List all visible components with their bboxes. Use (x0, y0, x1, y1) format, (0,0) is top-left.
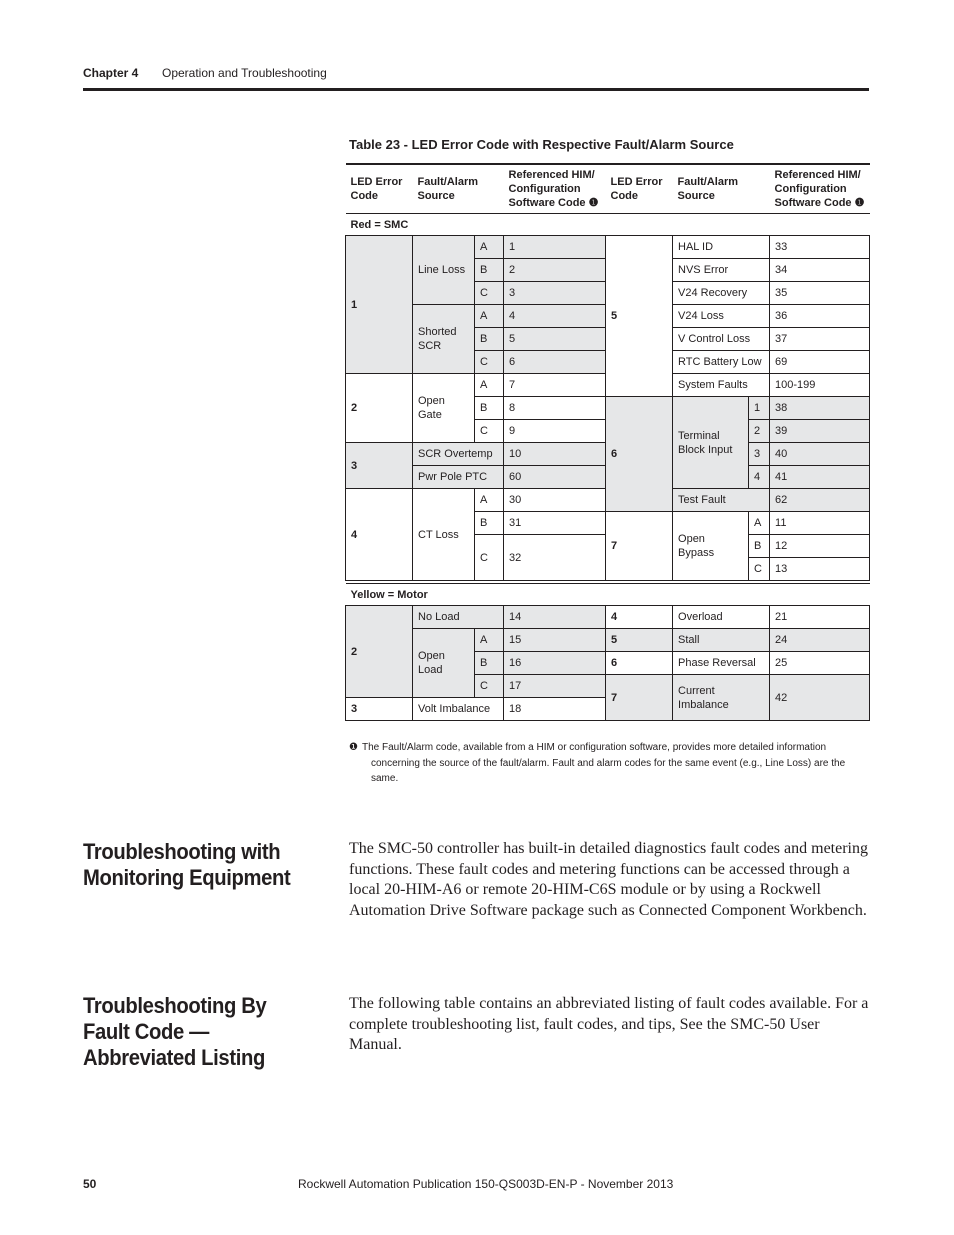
page-header (83, 66, 327, 80)
code-cell: 62 (770, 489, 870, 512)
section-heading-monitoring: Troubleshooting with Monitoring Equipment (83, 839, 291, 890)
footnote-line: same. (371, 773, 399, 784)
phase-cell: B (749, 535, 770, 558)
publication-info: Rockwell Automation Publication 150-QS003D-EN-P - November 2013 (298, 1177, 674, 1191)
chapter-section-title: Operation and Troubleshooting (162, 66, 327, 80)
phase-cell: C (475, 535, 504, 581)
code-cell: 10 (504, 443, 606, 466)
fault-source-cell: Terminal Block Input (673, 397, 749, 489)
phase-cell: A (475, 629, 504, 652)
code-cell: 39 (770, 420, 870, 443)
code-cell: 34 (770, 259, 870, 282)
fault-source-cell: V24 Loss (673, 305, 770, 328)
fault-source-cell: No Load (413, 606, 504, 629)
section-heading-fault-code: Troubleshooting By Fault Code — Abbreviated Listing (83, 993, 267, 1070)
fault-source-cell: Overload (673, 606, 770, 629)
code-cell: 33 (770, 236, 870, 259)
code-cell: 100-199 (770, 374, 870, 397)
led-code-cell: 7 (606, 675, 673, 721)
phase-cell: B (475, 652, 504, 675)
code-cell: 5 (504, 328, 606, 351)
phase-cell: A (475, 374, 504, 397)
led-code-cell: 4 (346, 489, 413, 581)
phase-cell: B (475, 328, 504, 351)
code-cell: 37 (770, 328, 870, 351)
table-row (346, 629, 870, 652)
header-led-error-code: LED Error Code (346, 164, 413, 214)
code-cell: 69 (770, 351, 870, 374)
code-cell: 17 (504, 675, 606, 698)
code-cell: 7 (504, 374, 606, 397)
code-cell: 40 (770, 443, 870, 466)
led-code-cell: 7 (606, 512, 673, 581)
header-referenced-code: Referenced HIM/ Configuration Software Code ❶ (504, 164, 606, 214)
header-led-error-code: LED Error Code (606, 164, 673, 214)
input-number-cell: 4 (749, 466, 770, 489)
fault-source-cell: System Faults (673, 374, 770, 397)
code-cell: 21 (770, 606, 870, 629)
led-code-cell: 2 (346, 606, 413, 698)
led-code-cell: 1 (346, 236, 413, 374)
code-cell: 32 (504, 535, 606, 581)
led-code-cell: 5 (606, 629, 673, 652)
code-cell: 9 (504, 420, 606, 443)
input-number-cell: 1 (749, 397, 770, 420)
header-fault-alarm-source: Fault/Alarm Source (413, 164, 504, 214)
fault-source-cell: SCR Overtemp (413, 443, 504, 466)
code-cell: 12 (770, 535, 870, 558)
fault-source-cell: Open Load (413, 629, 475, 698)
table-header-row (346, 164, 870, 214)
section-body-fault-code: The following table contains an abbreviated listing of fault codes available. For a complete troubleshooting list, fault codes, and tips, See the SMC-50 User Manual. (349, 995, 869, 1053)
section-label: Red = SMC (346, 214, 870, 236)
footnote-marker: ❶ (349, 742, 358, 753)
fault-source-cell: Shorted SCR (413, 305, 475, 374)
section-row-red (346, 214, 870, 236)
fault-source-cell: V Control Loss (673, 328, 770, 351)
code-cell: 1 (504, 236, 606, 259)
led-code-cell: 6 (606, 652, 673, 675)
section-body-monitoring: The SMC-50 controller has built-in detailed diagnostics fault codes and metering functions. These fault codes and metering functions can be accessed through a local 20-HIM-A6 or remote 20-HIM-C6S module or by using a Rockwell Automation Drive Software package such as Connected Component Workbench. (349, 840, 868, 919)
section-label: Yellow = Motor (346, 584, 870, 606)
input-number-cell: 3 (749, 443, 770, 466)
code-cell: 8 (504, 397, 606, 420)
led-error-code-table (345, 163, 870, 721)
code-cell: 24 (770, 629, 870, 652)
code-cell: 42 (770, 675, 870, 721)
code-cell: 16 (504, 652, 606, 675)
header-rule (83, 88, 869, 91)
fault-source-cell: V24 Recovery (673, 282, 770, 305)
chapter-label: Chapter 4 (83, 66, 139, 80)
phase-cell: C (475, 282, 504, 305)
table-row (346, 606, 870, 629)
phase-cell: C (475, 675, 504, 698)
led-code-cell: 6 (606, 397, 673, 512)
phase-cell: C (749, 558, 770, 581)
fault-source-cell: Open Gate (413, 374, 475, 443)
fault-source-cell: RTC Battery Low (673, 351, 770, 374)
footnote-line: concerning the source of the fault/alarm. Fault and alarm codes for the same event (e.g., Line Loss) are the (371, 757, 846, 769)
led-code-cell: 2 (346, 374, 413, 443)
code-cell: 30 (504, 489, 606, 512)
fault-source-cell: Phase Reversal (673, 652, 770, 675)
table-footnote (349, 740, 864, 787)
code-cell: 11 (770, 512, 870, 535)
fault-source-cell: CT Loss (413, 489, 475, 581)
fault-source-cell: Current Imbalance (673, 675, 770, 721)
fault-source-cell: HAL ID (673, 236, 770, 259)
code-cell: 31 (504, 512, 606, 535)
table-row (346, 236, 870, 259)
led-code-cell: 3 (346, 698, 413, 721)
led-code-cell: 5 (606, 236, 673, 397)
phase-cell: A (749, 512, 770, 535)
code-cell: 35 (770, 282, 870, 305)
fault-source-cell: Test Fault (673, 489, 770, 512)
header-referenced-code: Referenced HIM/ Configuration Software Code ❶ (770, 164, 870, 214)
fault-source-cell: Open Bypass (673, 512, 749, 581)
phase-cell: A (475, 489, 504, 512)
code-cell: 6 (504, 351, 606, 374)
phase-cell: C (475, 351, 504, 374)
led-code-cell: 4 (606, 606, 673, 629)
led-code-cell: 3 (346, 443, 413, 489)
code-cell: 4 (504, 305, 606, 328)
fault-source-cell: Stall (673, 629, 770, 652)
phase-cell: C (475, 420, 504, 443)
code-cell: 3 (504, 282, 606, 305)
code-cell: 25 (770, 652, 870, 675)
code-cell: 14 (504, 606, 606, 629)
code-cell: 2 (504, 259, 606, 282)
code-cell: 36 (770, 305, 870, 328)
phase-cell: B (475, 259, 504, 282)
phase-cell: A (475, 305, 504, 328)
table-caption: Table 23 - LED Error Code with Respective Fault/Alarm Source (349, 137, 734, 152)
fault-source-cell: NVS Error (673, 259, 770, 282)
code-cell: 18 (504, 698, 606, 721)
code-cell: 13 (770, 558, 870, 581)
header-fault-alarm-source: Fault/Alarm Source (673, 164, 770, 214)
page-number: 50 (83, 1177, 97, 1191)
code-cell: 15 (504, 629, 606, 652)
code-cell: 41 (770, 466, 870, 489)
code-cell: 38 (770, 397, 870, 420)
phase-cell: A (475, 236, 504, 259)
section-row-yellow (346, 584, 870, 606)
phase-cell: B (475, 512, 504, 535)
fault-source-cell: Volt Imbalance (413, 698, 504, 721)
input-number-cell: 2 (749, 420, 770, 443)
fault-source-cell: Pwr Pole PTC (413, 466, 504, 489)
code-cell: 60 (504, 466, 606, 489)
fault-source-cell: Line Loss (413, 236, 475, 305)
footnote-line: The Fault/Alarm code, available from a HIM or configuration software, provides more detailed information (362, 742, 827, 753)
phase-cell: B (475, 397, 504, 420)
